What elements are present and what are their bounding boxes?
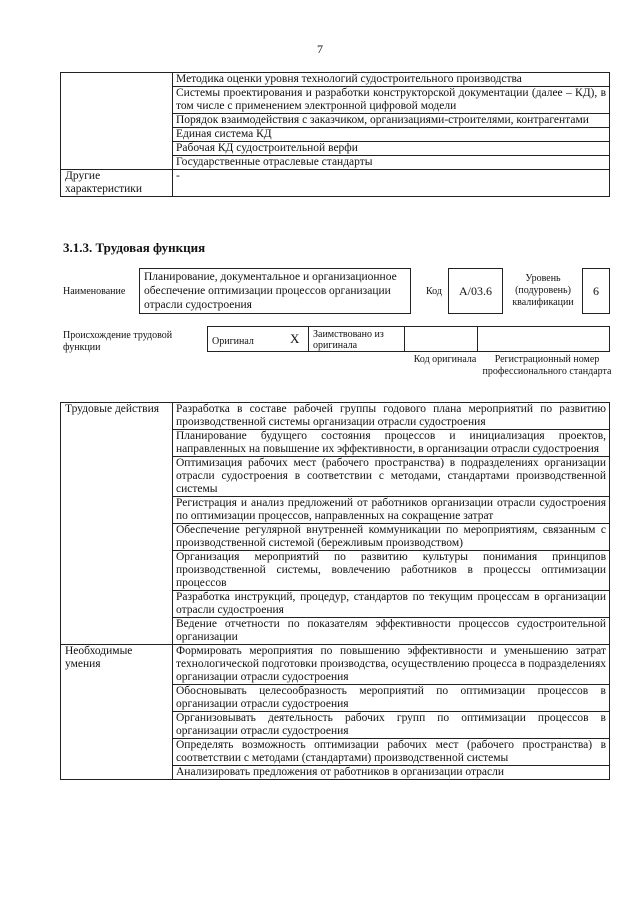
table-row xyxy=(61,645,610,685)
table-cell: Методика оценки уровня технологий судостроительного производства xyxy=(173,73,610,87)
labor-function-table xyxy=(60,402,610,780)
labor-actions-label: Трудовые действия xyxy=(61,403,173,645)
table-row xyxy=(61,170,610,197)
origin-label: Происхождение трудовой функции xyxy=(63,330,173,353)
section-heading: 3.1.3. Трудовая функция xyxy=(63,240,206,255)
original-code-caption: Код оригинала xyxy=(413,354,477,365)
row-label-other-characteristics: Другие характеристики xyxy=(61,170,173,197)
registration-number-caption: Регистрационный номер профессионального стандарта xyxy=(482,354,612,377)
table-cell: Формировать мероприятия по повышению эффективности и уменьшению затрат технологической подготовки производства, осуществлению процесса в подразделениях организации отрасли судостроения xyxy=(173,645,610,685)
knowledge-continuation-table xyxy=(60,72,610,197)
table-cell: Планирование будущего состояния процессов и инициализация проектов, направленных на повышение их эффективности, в организации отрасли судостроения xyxy=(173,430,610,457)
original-label: Оригинал xyxy=(212,336,254,347)
qualification-level-label: Уровень (подуровень) квалификации xyxy=(512,273,574,308)
original-code-cell xyxy=(404,326,478,352)
required-skills-label: Необходимые умения xyxy=(61,645,173,780)
name-label: Наименование xyxy=(63,286,126,297)
table-cell: Обосновывать целесообразность мероприятий по оптимизации процессов в организации отрасли судостроения xyxy=(173,685,610,712)
function-name-value: Планирование, документальное и организационное обеспечение оптимизации процессов организации отрасли судостроения xyxy=(139,268,411,314)
registration-number-cell xyxy=(477,326,610,352)
table-cell: Разработка инструкций, процедур, стандартов по текущим процессам в организации отрасли судостроения xyxy=(173,591,610,618)
table-cell: - xyxy=(173,170,610,197)
table-cell: Организация мероприятий по развитию культуры понимания принципов производственной системы, вовлечению работников в процессы оптимизации процессов xyxy=(173,551,610,591)
qualification-level-value: 6 xyxy=(582,268,610,314)
row-label-cell xyxy=(61,73,173,170)
table-cell: Регистрация и анализ предложений от работников организации отрасли судостроения по оптимизации процессов, направленных на сокращение затрат xyxy=(173,497,610,524)
table-cell: Единая система КД xyxy=(173,128,610,142)
page-number: 7 xyxy=(317,42,323,56)
table-cell: Системы проектирования и разработки конструкторской документации (далее – КД), в том числе с применением электронной цифровой модели xyxy=(173,87,610,114)
table-cell: Обеспечение регулярной внутренней коммуникации по мероприятиям, связанным с производственной системой (бережливым производством) xyxy=(173,524,610,551)
original-cell xyxy=(207,326,309,352)
table-cell: Порядок взаимодействия с заказчиком, организациями-строителями, контрагентами xyxy=(173,114,610,128)
table-cell: Анализировать предложения от работников в организации отрасли xyxy=(173,766,610,780)
table-cell: Оптимизация рабочих мест (рабочего пространства) в подразделениях организации отрасли судостроения в соответствии с методами, стандартами производственной системы xyxy=(173,457,610,497)
code-label: Код xyxy=(426,286,442,297)
table-cell: Организовывать деятельность рабочих групп по оптимизации процессов в организации отрасли судостроения xyxy=(173,712,610,739)
original-check-mark: X xyxy=(290,331,300,346)
table-row xyxy=(61,73,610,87)
table-row xyxy=(61,403,610,430)
table-cell: Разработка в составе рабочей группы годового плана мероприятий по развитию производственной системы организации отрасли судостроения xyxy=(173,403,610,430)
function-code-value: А/03.6 xyxy=(448,268,503,314)
table-cell: Ведение отчетности по показателям эффективности процессов судостроительной организации xyxy=(173,618,610,645)
table-cell: Государственные отраслевые стандарты xyxy=(173,156,610,170)
table-cell: Определять возможность оптимизации рабочих мест (рабочего пространства) в соответствии с методами (стандартами) производственной системы xyxy=(173,739,610,766)
table-cell: Рабочая КД судостроительной верфи xyxy=(173,142,610,156)
borrowed-cell: Заимствовано из оригинала xyxy=(308,326,405,352)
